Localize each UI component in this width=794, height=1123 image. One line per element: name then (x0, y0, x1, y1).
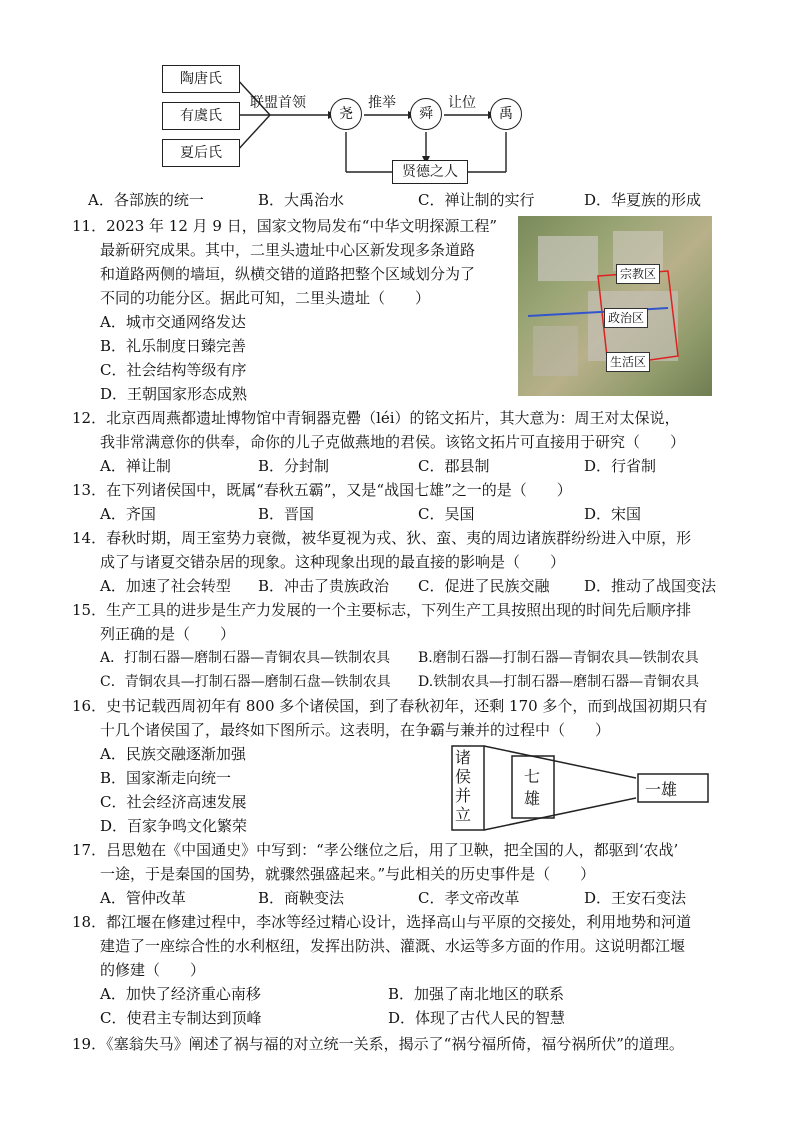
q15-option-b[interactable]: B.磨制石器—打制石器—青铜农具—铁制农具 (418, 650, 699, 666)
q18-stem: 建造了一座综合性的水利枢纽，发挥出防洪、灌溉、水运等多方面的作用。这说明都江堰 (100, 937, 686, 955)
tribe-box: 陶唐氏 (162, 65, 240, 93)
q10-option-c[interactable]: C．禅让制的实行 (418, 191, 535, 209)
q14-stem: 14．春秋时期，周王室势力衰微，被华夏视为戎、狄、蛮、夷的周边诸族群纷纷进入中原，形 (72, 529, 692, 547)
map-label-living: 生活区 (606, 352, 650, 372)
q13-option-a[interactable]: A．齐国 (100, 505, 156, 523)
q16-stem: 16．史书记载西周初年有 800 多个诸侯国，到了春秋初年，还剩 170 多个，而到战国初期只有 (72, 697, 708, 715)
arrow-label-abdicate: 让位 (448, 95, 476, 111)
q11-stem: 11．2023 年 12 月 9 日，国家文物局发布“中华文明探源工程” (72, 217, 498, 235)
q14-option-b[interactable]: B．冲击了贵族政治 (258, 577, 390, 595)
q11-stem: 不同的功能分区。据此可知，二里头遗址（ ） (100, 289, 431, 307)
q13-option-c[interactable]: C．吴国 (418, 505, 475, 523)
q18-option-a[interactable]: A．加快了经济重心南移 (100, 985, 261, 1003)
q12-option-c[interactable]: C．郡县制 (418, 457, 490, 475)
q17-stem: 17．吕思勉在《中国通史》中写到：“孝公继位之后，用了卫鞅，把全国的人，都驱到‘农战’ (72, 841, 679, 859)
q17-option-c[interactable]: C．孝文帝改革 (418, 889, 520, 907)
map-label-political: 政治区 (604, 308, 648, 328)
q13-stem: 13．在下列诸侯国中，既属“春秋五霸”，又是“战国七雄”之一的是（ ） (72, 481, 572, 499)
q15-option-d[interactable]: D.铁制农具—打制石器—磨制石器—青铜农具 (418, 674, 700, 690)
q16-option-c[interactable]: C．社会经济高速发展 (100, 793, 247, 811)
q10-option-d[interactable]: D．华夏族的形成 (584, 191, 702, 209)
q11-option-c[interactable]: C．社会结构等级有序 (100, 361, 247, 379)
q16-option-d[interactable]: D．百家争鸣文化繁荣 (100, 817, 248, 835)
q18-option-b[interactable]: B．加强了南北地区的联系 (388, 985, 565, 1003)
q18-option-d[interactable]: D．体现了古代人民的智慧 (388, 1009, 566, 1027)
map-label-religious: 宗教区 (616, 264, 660, 284)
q18-stem: 18．都江堰在修建过程中，李冰等经过精心设计，选择高山与平原的交接处，利用地势和河道 (72, 913, 692, 931)
q12-option-d[interactable]: D．行省制 (584, 457, 657, 475)
q11-option-d[interactable]: D．王朝国家形态成熟 (100, 385, 248, 403)
q16-option-b[interactable]: B．国家渐走向统一 (100, 769, 232, 787)
q18-stem: 的修建（ ） (100, 961, 206, 979)
tribe-box: 有虞氏 (162, 102, 240, 130)
q11-option-a[interactable]: A．城市交通网络发达 (100, 313, 246, 331)
q15-stem: 15．生产工具的进步是生产力发展的一个主要标志，下列生产工具按照出现的时间先后顺序排 (72, 601, 692, 619)
q12-stem: 12．北京西周燕都遗址博物馆中青铜器克罍（léi）的铭文拓片，其大意为：周王对太保说， (72, 409, 680, 427)
q11-stem: 和道路两侧的墙垣，纵横交错的道路把整个区域划分为了 (100, 265, 476, 283)
funnel-left-label: 诸侯并立 (454, 748, 471, 824)
q13-option-d[interactable]: D．宋国 (584, 505, 642, 523)
q16-stem: 十几个诸侯国了，最终如下图所示。这表明，在争霸与兼并的过程中（ ） (100, 721, 611, 739)
q10-option-b[interactable]: B．大禹治水 (258, 191, 345, 209)
q14-option-c[interactable]: C．促进了民族交融 (418, 577, 550, 595)
q10-option-a[interactable]: A．各部族的统一 (88, 191, 204, 209)
q13-option-b[interactable]: B．晋国 (258, 505, 315, 523)
q17-option-b[interactable]: B．商鞅变法 (258, 889, 345, 907)
q14-option-d[interactable]: D．推动了战国变法 (584, 577, 717, 595)
node-shun: 舜 (410, 98, 442, 130)
q17-option-a[interactable]: A．管仲改革 (100, 889, 186, 907)
erlitou-aerial-map (518, 216, 712, 396)
q16-option-a[interactable]: A．民族交融逐渐加强 (100, 745, 246, 763)
virtue-box: 贤德之人 (392, 160, 468, 184)
q11-option-b[interactable]: B．礼乐制度日臻完善 (100, 337, 247, 355)
arrow-label-recommend: 推举 (368, 95, 396, 111)
q14-option-a[interactable]: A．加速了社会转型 (100, 577, 231, 595)
q17-stem: 一途，于是秦国的国势，就骤然强盛起来。”与此相关的历史事件是（ ） (100, 865, 596, 883)
q12-option-a[interactable]: A．禅让制 (100, 457, 171, 475)
funnel-right-label: 一雄 (645, 780, 678, 799)
q15-stem: 列正确的是（ ） (100, 625, 236, 643)
q18-option-c[interactable]: C．使君主专制达到顶峰 (100, 1009, 262, 1027)
node-yao: 尧 (330, 98, 362, 130)
alliance-label: 联盟首领 (250, 95, 306, 111)
node-yu: 禹 (490, 98, 522, 130)
funnel-middle-label: 七雄 (523, 767, 540, 808)
q17-option-d[interactable]: D．王安石变法 (584, 889, 687, 907)
q15-option-c[interactable]: C．青铜农具—打制石器—磨制石盘—铁制农具 (100, 674, 391, 690)
q15-option-a[interactable]: A．打制石器—磨制石器—青铜农具—铁制农具 (100, 650, 391, 666)
q11-stem: 最新研究成果。其中，二里头遗址中心区新发现多条道路 (100, 241, 476, 259)
q12-stem: 我非常满意你的供奉，命你的儿子克做燕地的君侯。该铭文拓片可直接用于研究（ ） (100, 433, 686, 451)
q12-option-b[interactable]: B．分封制 (258, 457, 330, 475)
q19-stem: 19．《塞翁失马》阐述了祸与福的对立统一关系，揭示了“祸兮福所倚，福兮祸所伏”的道理。 (72, 1035, 684, 1053)
tribe-box: 夏后氏 (162, 139, 240, 167)
q14-stem: 成了与诸夏交错杂居的现象。这种现象出现的最直接的影响是（ ） (100, 553, 566, 571)
